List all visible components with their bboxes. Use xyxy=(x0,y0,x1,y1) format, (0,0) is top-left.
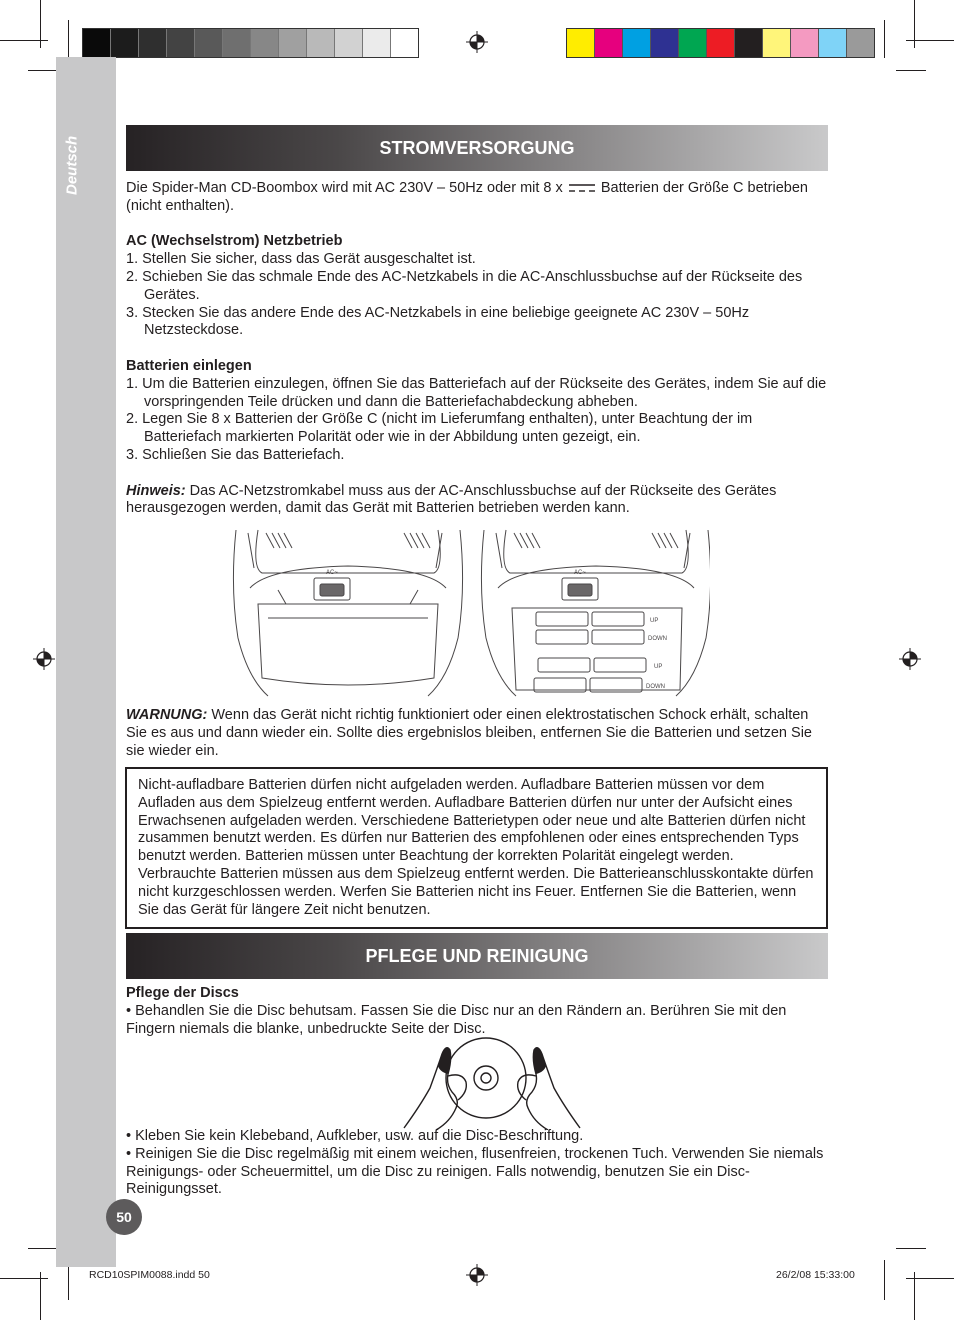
grayscale-color-bar xyxy=(82,28,419,58)
intro-text-after: Batterien der Größe C betrieben (nicht enthalten). xyxy=(126,180,808,214)
ac-socket-label: AC~ xyxy=(326,570,338,576)
battery-steps-list xyxy=(126,376,828,465)
power-section-body xyxy=(126,180,828,518)
battery-row-label: DOWN xyxy=(648,636,667,642)
process-color-bar xyxy=(566,28,875,58)
color-swatch xyxy=(195,29,223,57)
crop-mark xyxy=(0,40,48,41)
color-swatch xyxy=(735,29,763,57)
color-swatch xyxy=(707,29,735,57)
list-item: 1. Stellen Sie sicher, dass das Gerät ausgeschaltet ist. xyxy=(126,251,476,268)
color-swatch xyxy=(335,29,363,57)
crop-mark xyxy=(906,40,954,41)
language-label: Deutsch xyxy=(63,135,81,195)
color-swatch xyxy=(595,29,623,57)
power-intro xyxy=(126,180,828,216)
color-swatch xyxy=(363,29,391,57)
battery-row-label: UP xyxy=(650,618,659,624)
file-info: RCD10SPIM0088.indd 50 xyxy=(89,1269,210,1281)
registration-mark-icon xyxy=(33,648,55,670)
list-item: 1. Um die Batterien einzulegen, öffnen Sie das Batteriefach auf der Rückseite des Gerätes, indem Sie auf die vorspringenden Teile drücken und dann die Batteriefachabdeckung abheben. xyxy=(126,375,827,410)
intro-text-before: Die Spider-Man CD-Boombox wird mit AC 230V – 50Hz oder mit 8 x xyxy=(126,180,563,196)
battery-row-label: DOWN xyxy=(646,684,665,690)
crop-mark xyxy=(28,1248,56,1249)
crop-mark xyxy=(884,20,885,58)
battery-safety-box: Nicht-aufladbare Batterien dürfen nicht aufgeladen werden. Aufladbare Batterien müssen vor dem Aufladen aus dem Spielzeug entfernt werden. Aufladbare Batterien dürfen nur unter der Aufsicht eines Erwachsenen aufgeladen werden. Verschiedene Batterietypen oder neue und alte Batterien dürfen nicht zusammen benutzt werden. Es dürfen nur Batterien des empfohlenen oder eines entsprechenden Typs benutzt werden. Batterien müssen unter Beachtung der korrekten Polarität eingelegt werden. Verbrauchte Batterien müssen aus dem Spielzeug entfernt werden. Die Batterieanschlusskontakte dürfen nicht kurzgeschlossen werden. Werfen Sie Batterien nicht ins Feuer. Entfernen Sie die Batterien, wenn Sie das Gerät für längere Zeit nicht benutzen. xyxy=(125,767,828,929)
color-swatch xyxy=(391,29,418,57)
crop-mark xyxy=(914,1272,915,1320)
crop-mark xyxy=(28,70,56,71)
list-item: 2. Schieben Sie das schmale Ende des AC-Netzkabels in die AC-Anschlussbuchse auf der Rückseite des Gerätes. xyxy=(126,268,803,303)
color-swatch xyxy=(83,29,111,57)
color-swatch xyxy=(111,29,139,57)
ac-operation-title: AC (Wechselstrom) Netzbetrieb xyxy=(126,233,343,250)
note-label: Hinweis: xyxy=(126,482,186,499)
color-swatch xyxy=(167,29,195,57)
note-paragraph xyxy=(126,483,828,519)
crop-mark xyxy=(896,70,926,71)
list-item: 3. Schließen Sie das Batteriefach. xyxy=(126,446,345,463)
crop-mark xyxy=(896,1248,926,1249)
registration-mark-icon xyxy=(466,1264,488,1286)
print-date-info: 26/2/08 15:33:00 xyxy=(776,1269,855,1281)
note-text: Das AC-Netzstromkabel muss aus der AC-Anschlussbuchse auf der Rückseite des Gerätes herausgezogen werden, damit das Gerät mit Batterien betrieben werden kann. xyxy=(126,482,777,517)
power-section-heading: STROMVERSORGUNG xyxy=(126,125,828,171)
color-swatch xyxy=(251,29,279,57)
color-swatch xyxy=(567,29,595,57)
color-swatch xyxy=(307,29,335,57)
crop-mark xyxy=(884,1260,885,1300)
crop-mark xyxy=(0,1278,48,1279)
color-swatch xyxy=(819,29,847,57)
warning-label: WARNUNG: xyxy=(126,707,208,723)
crop-mark xyxy=(906,1278,954,1279)
color-swatch xyxy=(139,29,167,57)
warning-paragraph xyxy=(126,707,828,760)
hands-holding-disc-illustration xyxy=(400,1036,584,1130)
battery-install-title: Batterien einlegen xyxy=(126,357,252,374)
disc-care-bullet: • Behandlen Sie die Disc behutsam. Fassen Sie die Disc nur an den Rändern an. Berühren Sie mit den Fingern niemals die blanke, unbedruckte Seite der Disc. xyxy=(126,1002,787,1037)
disc-care-bullet: • Kleben Sie kein Klebeband, Aufkleber, usw. auf die Disc-Beschriftung. xyxy=(126,1128,584,1144)
warning-text: Wenn das Gerät nicht richtig funktioniert oder einen elektrostatischen Schock erhält, schalten Sie es aus und dann wieder ein. Sollte dies ergebnislos bleiben, entfernen Sie die Batterien und setzen Sie sie wieder ein. xyxy=(126,707,812,759)
disc-care-bullet: • Reinigen Sie die Disc regelmäßig mit einem weichen, flusenfreien, trockenen Tuch. Verwenden Sie niemals Reinigungs- oder Scheuermittel, um die Disc zu reinigen. Falls notwendig, benutzen Sie ein Disc-Reinigungsset. xyxy=(126,1145,824,1198)
color-swatch xyxy=(847,29,874,57)
color-swatch xyxy=(279,29,307,57)
care-section-body-continued xyxy=(126,1128,828,1199)
battery-compartment-illustration xyxy=(228,528,710,698)
color-swatch xyxy=(679,29,707,57)
battery-row-label: UP xyxy=(654,664,663,670)
registration-mark-icon xyxy=(899,648,921,670)
registration-mark-icon xyxy=(466,31,488,53)
ac-socket-label: AC~ xyxy=(574,570,586,576)
page-number-badge: 50 xyxy=(106,1199,142,1235)
crop-mark xyxy=(68,20,69,58)
list-item: 2. Legen Sie 8 x Batterien der Größe C (nicht im Lieferumfang enthalten), unter Beachtung der im Batteriefach markierten Polarität oder wie in der Abbildung unten gezeigt, ein. xyxy=(126,411,753,446)
color-swatch xyxy=(223,29,251,57)
color-swatch xyxy=(791,29,819,57)
disc-care-title: Pflege der Discs xyxy=(126,985,239,1001)
ac-steps-list xyxy=(126,251,828,340)
list-item: 3. Stecken Sie das andere Ende des AC-Netzkabels in eine beliebige geeignete AC 230V – 50Hz Netzsteckdose. xyxy=(126,304,750,339)
care-section-body xyxy=(126,985,828,1038)
color-swatch xyxy=(763,29,791,57)
care-section-heading: PFLEGE UND REINIGUNG xyxy=(126,933,828,979)
dc-symbol-icon xyxy=(569,183,595,193)
color-swatch xyxy=(651,29,679,57)
crop-mark xyxy=(40,1272,41,1320)
language-side-strip xyxy=(56,57,116,1267)
color-swatch xyxy=(623,29,651,57)
